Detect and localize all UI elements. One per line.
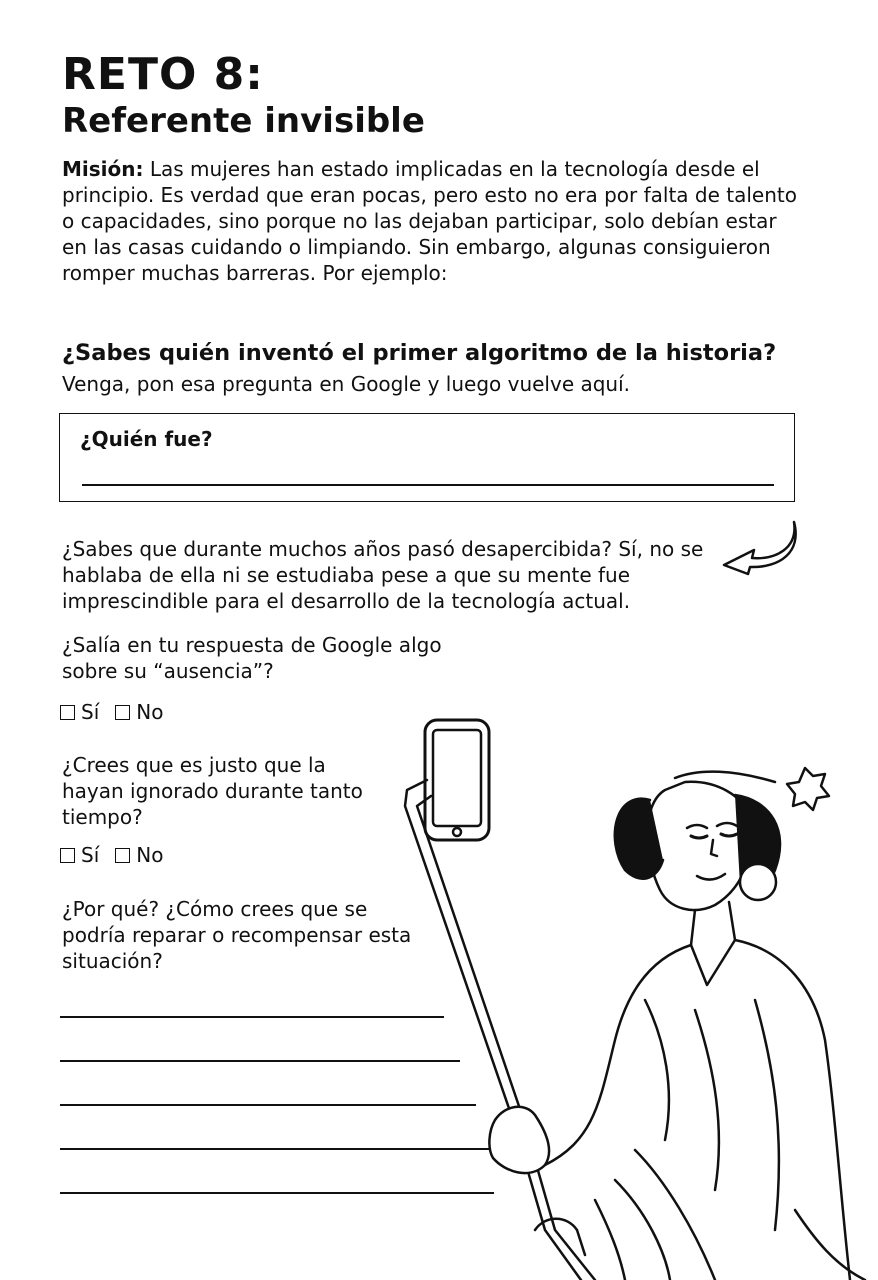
checkbox[interactable] xyxy=(115,848,130,863)
yes-label: Sí xyxy=(81,700,100,724)
google-question: ¿Salía en tu respuesta de Google algo sobre su “ausencia”? xyxy=(62,633,442,683)
yes-label: Sí xyxy=(81,843,100,867)
mission-label: Misión: xyxy=(62,157,144,181)
mission-text: Las mujeres han estado implicadas en la tecnología desde el principio. Es verdad que eran pocas, pero esto no era por falta de talento o capacidades, sino porque no las dejaban participar, solo debían estar en las casas cuidando o limpiando. Sin embargo, algunas consiguieron romper muchas barreras. Por ejemplo: xyxy=(62,157,797,285)
who-answer-line[interactable] xyxy=(82,484,774,486)
why-question: ¿Por qué? ¿Cómo crees que se podría reparar o recompensar esta situación? xyxy=(62,897,412,973)
unnoticed-paragraph: ¿Sabes que durante muchos años pasó desapercibida? Sí, no se hablaba de ella ni se estudiaba pese a que su mente fue imprescindible para el desarrollo de la tecnología actual. xyxy=(62,537,704,613)
google-no-option[interactable] xyxy=(115,700,163,724)
who-label: ¿Quién fue? xyxy=(80,427,213,451)
mission-paragraph xyxy=(62,156,802,286)
fair-yes-option[interactable] xyxy=(60,843,99,867)
checkbox[interactable] xyxy=(115,705,130,720)
fair-question: ¿Crees que es justo que la hayan ignorado durante tanto tiempo? xyxy=(62,753,363,829)
google-options xyxy=(60,700,179,724)
no-label: No xyxy=(136,843,164,867)
question-title: ¿Sabes quién inventó el primer algoritmo de la historia? xyxy=(62,340,777,366)
google-yes-option[interactable] xyxy=(60,700,99,724)
no-label: No xyxy=(136,700,164,724)
challenge-title: RETO 8: xyxy=(62,49,264,100)
fair-no-option[interactable] xyxy=(115,843,163,867)
question-subtitle: Venga, pon esa pregunta en Google y luego vuelve aquí. xyxy=(62,372,631,396)
challenge-subtitle: Referente invisible xyxy=(62,101,425,141)
woman-selfie-illustration xyxy=(395,710,878,1280)
curved-arrow-icon xyxy=(718,518,800,578)
checkbox[interactable] xyxy=(60,705,75,720)
answer-line[interactable] xyxy=(60,1016,444,1018)
fair-options xyxy=(60,843,179,867)
checkbox[interactable] xyxy=(60,848,75,863)
